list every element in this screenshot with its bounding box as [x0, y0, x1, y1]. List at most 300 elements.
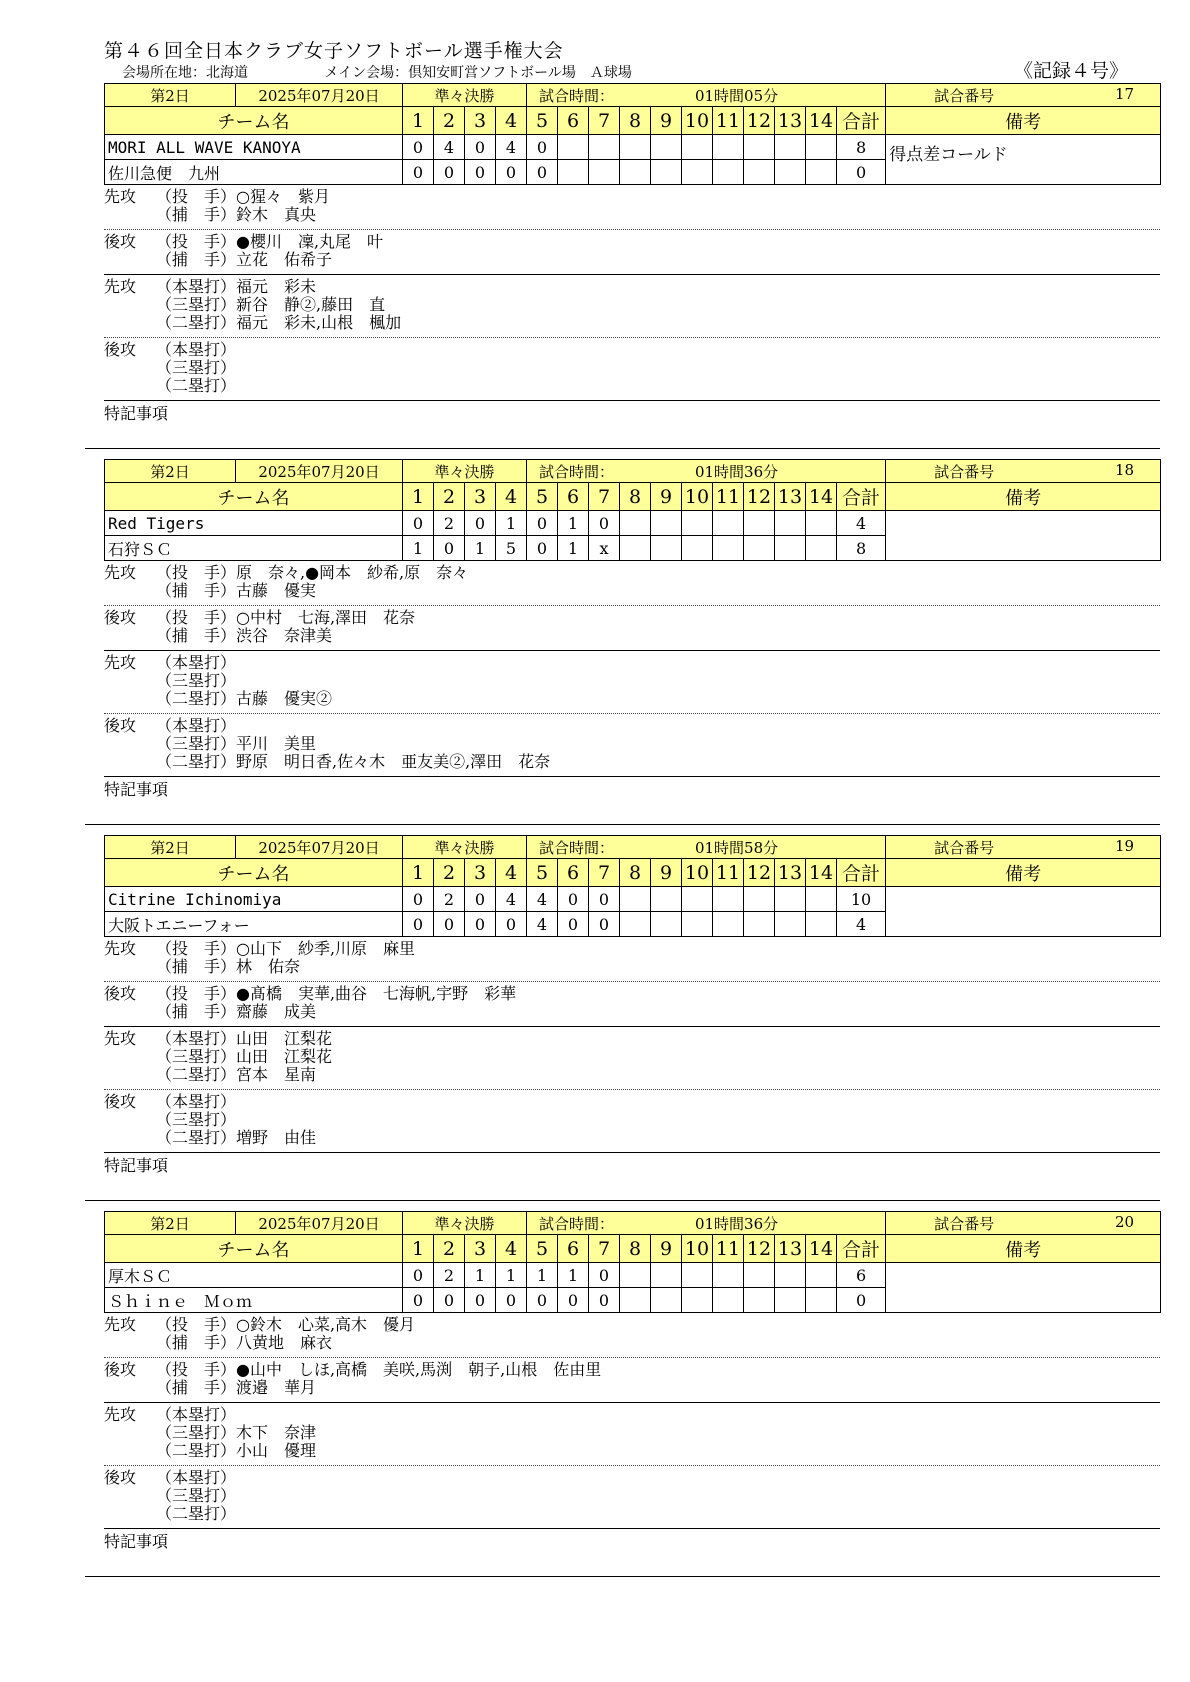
remark-text — [886, 887, 1161, 937]
note-line — [156, 735, 550, 753]
game-time-label: 試合時間： — [539, 462, 615, 481]
inning-score — [806, 1288, 837, 1313]
inning-header: 10 — [682, 859, 713, 887]
team-name: Ｓｈｉｎｅ Ｍｏｍ — [105, 1288, 403, 1313]
inning-score: 4 — [527, 912, 558, 937]
inning-header: 8 — [620, 859, 651, 887]
total-score: 4 — [837, 511, 886, 536]
role-label: （捕 手） — [156, 626, 237, 645]
inning-score — [620, 887, 651, 912]
inning-score: 0 — [589, 887, 620, 912]
record-number: 《記録４号》 — [1013, 60, 1128, 82]
inning-header: 7 — [589, 1235, 620, 1263]
inning-score — [806, 887, 837, 912]
team-name: 石狩ＳＣ — [105, 536, 403, 561]
inning-score — [744, 912, 775, 937]
inning-header: 5 — [527, 859, 558, 887]
extra-base-hits-home — [104, 338, 1160, 401]
batting-side: 後攻 — [104, 340, 137, 359]
game-time-label: 試合時間： — [539, 86, 615, 105]
inning-score — [744, 1288, 775, 1313]
inning-header: 3 — [465, 483, 496, 511]
team-name: 大阪トエニーフォー — [105, 912, 403, 937]
player-names: 林 佑奈 — [236, 957, 301, 976]
player-names: ○中村 七海,澤田 花奈 — [236, 608, 416, 627]
game-separator — [85, 1576, 1160, 1577]
total-header: 合計 — [837, 483, 886, 511]
inning-score — [713, 1263, 744, 1288]
batting-side: 先攻 — [104, 653, 137, 672]
inning-header: 3 — [465, 1235, 496, 1263]
player-names: 立花 佑希子 — [236, 250, 333, 269]
inning-header: 4 — [496, 107, 527, 135]
role-label: （投 手） — [156, 563, 237, 582]
inning-header: 10 — [682, 483, 713, 511]
inning-header: 13 — [775, 483, 806, 511]
game-time: 01時間36分 — [694, 1214, 779, 1233]
total-score: 0 — [837, 1288, 886, 1313]
inning-header: 9 — [651, 859, 682, 887]
inning-score: 1 — [496, 1263, 527, 1288]
inning-header: 7 — [589, 107, 620, 135]
player-names: 山田 江梨花 — [236, 1029, 333, 1048]
note-line — [156, 1505, 236, 1523]
note-line — [156, 609, 415, 627]
inning-header: 2 — [434, 483, 465, 511]
note-line — [156, 233, 383, 251]
battery-home — [104, 606, 1160, 651]
inning-score — [558, 135, 589, 160]
inning-header: 11 — [713, 483, 744, 511]
game-number-cell — [886, 460, 1161, 483]
inning-score — [682, 511, 713, 536]
venue-location: 会場所在地：北海道 — [122, 65, 248, 81]
extra-base-hits-visitor — [104, 1027, 1160, 1090]
player-names: ○山下 紗季,川原 麻里 — [236, 939, 416, 958]
note-line — [156, 1406, 316, 1424]
inning-header: 4 — [496, 859, 527, 887]
team-score-row — [105, 887, 1161, 912]
inning-score: 0 — [434, 912, 465, 937]
role-label: （捕 手） — [156, 581, 237, 600]
extra-base-hits-home — [104, 714, 1160, 777]
game-record — [104, 83, 1160, 443]
player-names: 渋谷 奈津美 — [236, 626, 333, 645]
inning-score — [620, 1288, 651, 1313]
inning-score: 0 — [434, 160, 465, 185]
total-score: 0 — [837, 160, 886, 185]
note-line — [156, 753, 550, 771]
inning-header: 2 — [434, 1235, 465, 1263]
score-header-row — [105, 1235, 1161, 1263]
role-label: （本塁打） — [156, 653, 237, 672]
inning-score: 0 — [527, 160, 558, 185]
inning-header: 5 — [527, 483, 558, 511]
inning-score — [682, 912, 713, 937]
total-score: 4 — [837, 912, 886, 937]
inning-score — [589, 135, 620, 160]
remarks-header: 備考 — [886, 107, 1161, 135]
inning-score: 0 — [527, 1288, 558, 1313]
batting-side: 後攻 — [104, 984, 137, 1003]
remarks-header: 備考 — [886, 1235, 1161, 1263]
role-label: （二塁打） — [156, 376, 237, 395]
inning-score: 0 — [527, 511, 558, 536]
total-header: 合計 — [837, 107, 886, 135]
role-label: （本塁打） — [156, 340, 237, 359]
team-name: 佐川急便 九州 — [105, 160, 403, 185]
inning-header: 12 — [744, 1235, 775, 1263]
role-label: （本塁打） — [156, 1468, 237, 1487]
note-line — [156, 359, 236, 377]
game-info-row — [105, 1212, 1161, 1235]
inning-score — [775, 135, 806, 160]
battery-home — [104, 982, 1160, 1027]
inning-score: 2 — [434, 511, 465, 536]
role-label: （三塁打） — [156, 1423, 237, 1442]
game-info-row — [105, 460, 1161, 483]
note-line — [156, 1469, 236, 1487]
game-round: 準々決勝 — [403, 84, 527, 107]
game-time: 01時間05分 — [694, 86, 779, 105]
inning-score: 0 — [496, 160, 527, 185]
inning-score — [744, 536, 775, 561]
game-notes — [104, 1313, 1160, 1571]
extra-base-hits-visitor — [104, 1403, 1160, 1466]
score-table — [104, 459, 1161, 561]
game-separator — [85, 824, 1160, 825]
role-label: （投 手） — [156, 939, 237, 958]
inning-header: 9 — [651, 483, 682, 511]
batting-side: 後攻 — [104, 232, 137, 251]
game-number-cell — [886, 84, 1161, 107]
score-header-row — [105, 859, 1161, 887]
game-notes — [104, 937, 1160, 1195]
batting-side: 後攻 — [104, 1468, 137, 1487]
inning-score — [682, 536, 713, 561]
role-label: （二塁打） — [156, 1128, 237, 1147]
role-label: （二塁打） — [156, 313, 237, 332]
inning-header: 8 — [620, 483, 651, 511]
game-notes — [104, 185, 1160, 443]
role-label: （本塁打） — [156, 1405, 237, 1424]
player-names: 木下 奈津 — [236, 1423, 317, 1442]
note-line — [156, 564, 468, 582]
note-line — [156, 188, 330, 206]
inning-header: 3 — [465, 107, 496, 135]
inning-score — [713, 536, 744, 561]
team-name-header: チーム名 — [105, 483, 403, 511]
game-time-label: 試合時間： — [539, 1214, 615, 1233]
inning-header: 14 — [806, 107, 837, 135]
battery-visitor — [104, 1313, 1160, 1358]
role-label: （三塁打） — [156, 671, 237, 690]
game-date: 2025年07月20日 — [236, 1212, 403, 1235]
game-round: 準々決勝 — [403, 460, 527, 483]
inning-score: 0 — [403, 511, 434, 536]
note-line — [156, 1003, 516, 1021]
inning-score — [744, 887, 775, 912]
inning-score — [589, 160, 620, 185]
inning-header: 14 — [806, 1235, 837, 1263]
inning-score: 1 — [558, 536, 589, 561]
inning-score — [620, 912, 651, 937]
player-names: 福元 彩未,山根 楓加 — [236, 313, 402, 332]
inning-header: 12 — [744, 107, 775, 135]
inning-score — [713, 887, 744, 912]
inning-header: 14 — [806, 483, 837, 511]
inning-score: 1 — [465, 536, 496, 561]
inning-score: 0 — [465, 160, 496, 185]
note-line — [156, 672, 332, 690]
inning-header: 7 — [589, 483, 620, 511]
inning-score — [713, 160, 744, 185]
inning-score: 0 — [465, 912, 496, 937]
inning-header: 8 — [620, 1235, 651, 1263]
remark-text: 得点差コールド — [886, 135, 1161, 185]
inning-score — [558, 160, 589, 185]
inning-score: 2 — [434, 1263, 465, 1288]
inning-header: 11 — [713, 1235, 744, 1263]
note-line — [156, 1379, 601, 1397]
batting-side: 先攻 — [104, 1405, 137, 1424]
game-number-cell — [886, 1212, 1161, 1235]
role-label: （投 手） — [156, 1360, 237, 1379]
batting-side: 先攻 — [104, 563, 137, 582]
inning-header: 5 — [527, 107, 558, 135]
game-day: 第2日 — [105, 460, 236, 483]
role-label: （三塁打） — [156, 734, 237, 753]
player-names: 齋藤 成美 — [236, 1002, 317, 1021]
inning-score — [620, 135, 651, 160]
document-title: 第４６回全日本クラブ女子ソフトボール選手権大会 — [104, 40, 564, 62]
score-header-row — [105, 107, 1161, 135]
inning-score — [775, 1263, 806, 1288]
inning-score — [682, 887, 713, 912]
game-number-label: 試合番号 — [934, 86, 995, 105]
player-names: 鈴木 真央 — [236, 205, 317, 224]
player-names: 福元 彩未 — [236, 277, 317, 296]
team-name: Citrine Ichinomiya — [105, 887, 403, 912]
note-line — [156, 1048, 332, 1066]
player-names: 平川 美里 — [236, 734, 317, 753]
game-record — [104, 1211, 1160, 1571]
game-number: 18 — [1114, 460, 1135, 479]
player-names: 山田 江梨花 — [236, 1047, 333, 1066]
inning-score — [682, 160, 713, 185]
inning-score — [620, 160, 651, 185]
inning-header: 1 — [403, 859, 434, 887]
note-line — [156, 296, 401, 314]
game-info-row — [105, 84, 1161, 107]
inning-score: 0 — [403, 135, 434, 160]
inning-header: 4 — [496, 1235, 527, 1263]
role-label: （捕 手） — [156, 957, 237, 976]
inning-score: 1 — [558, 511, 589, 536]
inning-score: 1 — [558, 1263, 589, 1288]
batting-side: 先攻 — [104, 187, 137, 206]
inning-score: 0 — [465, 887, 496, 912]
note-line — [156, 314, 401, 332]
batting-side: 後攻 — [104, 608, 137, 627]
score-table — [104, 1211, 1161, 1313]
inning-score: 4 — [496, 135, 527, 160]
main-venue: メイン会場：倶知安町営ソフトボール場 Ａ球場 — [324, 65, 632, 81]
remark-text — [886, 1263, 1161, 1313]
note-line — [156, 1334, 415, 1352]
role-label: （本塁打） — [156, 1092, 237, 1111]
inning-score: 4 — [496, 887, 527, 912]
inning-score — [620, 1263, 651, 1288]
inning-header: 12 — [744, 859, 775, 887]
battery-visitor — [104, 185, 1160, 230]
inning-header: 6 — [558, 483, 589, 511]
game-number: 20 — [1114, 1212, 1135, 1231]
inning-score — [775, 511, 806, 536]
inning-score — [775, 1288, 806, 1313]
player-names: 新谷 静②,藤田 直 — [236, 295, 386, 314]
special-notes-label: 特記事項 — [104, 404, 169, 423]
extra-base-hits-visitor — [104, 651, 1160, 714]
note-line — [156, 1424, 316, 1442]
player-names: 野原 明日香,佐々木 亜友美②,澤田 花奈 — [236, 752, 551, 771]
note-line — [156, 985, 516, 1003]
note-line — [156, 958, 415, 976]
player-names: 宮本 星南 — [236, 1065, 317, 1084]
inning-score: 0 — [558, 912, 589, 937]
player-names: 古藤 優実 — [236, 581, 317, 600]
inning-score — [651, 536, 682, 561]
inning-header: 6 — [558, 107, 589, 135]
inning-score: 0 — [589, 912, 620, 937]
inning-score — [806, 511, 837, 536]
inning-score — [682, 1263, 713, 1288]
role-label: （三塁打） — [156, 1047, 237, 1066]
role-label: （投 手） — [156, 187, 237, 206]
inning-header: 7 — [589, 859, 620, 887]
remarks-header: 備考 — [886, 483, 1161, 511]
player-names: 小山 優理 — [236, 1441, 317, 1460]
inning-header: 8 — [620, 107, 651, 135]
score-table — [104, 835, 1161, 937]
note-line — [156, 278, 401, 296]
team-name: Red Tigers — [105, 511, 403, 536]
inning-score: 2 — [434, 887, 465, 912]
inning-score — [775, 887, 806, 912]
inning-score: 0 — [527, 135, 558, 160]
total-header: 合計 — [837, 859, 886, 887]
inning-score: 4 — [434, 135, 465, 160]
team-score-row — [105, 511, 1161, 536]
remark-text — [886, 511, 1161, 561]
special-notes-label: 特記事項 — [104, 1156, 169, 1175]
inning-score — [806, 160, 837, 185]
inning-score: 1 — [403, 536, 434, 561]
note-line — [156, 1111, 316, 1129]
inning-score — [744, 511, 775, 536]
inning-header: 6 — [558, 1235, 589, 1263]
inning-score: 0 — [558, 1288, 589, 1313]
role-label: （投 手） — [156, 984, 237, 1003]
inning-score — [806, 1263, 837, 1288]
note-line — [156, 1066, 332, 1084]
inning-header: 10 — [682, 107, 713, 135]
game-separator — [85, 448, 1160, 449]
venue-line — [122, 62, 632, 82]
note-line — [156, 1093, 316, 1111]
inning-header: 13 — [775, 1235, 806, 1263]
game-round: 準々決勝 — [403, 836, 527, 859]
game-number-label: 試合番号 — [934, 1214, 995, 1233]
inning-header: 12 — [744, 483, 775, 511]
batting-side: 先攻 — [104, 1315, 137, 1334]
note-line — [156, 940, 415, 958]
batting-side: 後攻 — [104, 1092, 137, 1111]
note-line — [156, 1361, 601, 1379]
game-number: 17 — [1114, 84, 1135, 103]
inning-header: 1 — [403, 1235, 434, 1263]
role-label: （二塁打） — [156, 752, 237, 771]
batting-side: 先攻 — [104, 277, 137, 296]
inning-score: 0 — [558, 887, 589, 912]
inning-header: 3 — [465, 859, 496, 887]
inning-score: 0 — [403, 160, 434, 185]
inning-score — [775, 160, 806, 185]
inning-score — [651, 912, 682, 937]
total-score: 8 — [837, 536, 886, 561]
extra-base-hits-home — [104, 1466, 1160, 1529]
role-label: （捕 手） — [156, 1378, 237, 1397]
game-date: 2025年07月20日 — [236, 460, 403, 483]
role-label: （本塁打） — [156, 716, 237, 735]
note-line — [156, 690, 332, 708]
game-separator — [85, 1200, 1160, 1201]
inning-score: 0 — [589, 511, 620, 536]
game-info-row — [105, 836, 1161, 859]
inning-score — [713, 135, 744, 160]
score-header-row — [105, 483, 1161, 511]
batting-side: 先攻 — [104, 1029, 137, 1048]
game-number: 19 — [1114, 836, 1135, 855]
inning-score: 0 — [465, 1288, 496, 1313]
team-name: 厚木ＳＣ — [105, 1263, 403, 1288]
inning-score: 0 — [403, 887, 434, 912]
player-names: ○猩々 紫月 — [236, 187, 330, 206]
inning-header: 1 — [403, 483, 434, 511]
note-line — [156, 627, 415, 645]
inning-score — [744, 160, 775, 185]
remarks-header: 備考 — [886, 859, 1161, 887]
inning-score — [651, 160, 682, 185]
role-label: （投 手） — [156, 232, 237, 251]
role-label: （本塁打） — [156, 277, 237, 296]
note-line — [156, 1487, 236, 1505]
role-label: （本塁打） — [156, 1029, 237, 1048]
inning-score — [806, 536, 837, 561]
note-line — [156, 206, 330, 224]
inning-header: 5 — [527, 1235, 558, 1263]
batting-side: 後攻 — [104, 1360, 137, 1379]
role-label: （二塁打） — [156, 1441, 237, 1460]
team-name-header: チーム名 — [105, 1235, 403, 1263]
battery-visitor — [104, 937, 1160, 982]
inning-score: 0 — [434, 1288, 465, 1313]
extra-base-hits-visitor — [104, 275, 1160, 338]
inning-score — [620, 511, 651, 536]
inning-score — [651, 887, 682, 912]
game-round: 準々決勝 — [403, 1212, 527, 1235]
note-line — [156, 341, 236, 359]
